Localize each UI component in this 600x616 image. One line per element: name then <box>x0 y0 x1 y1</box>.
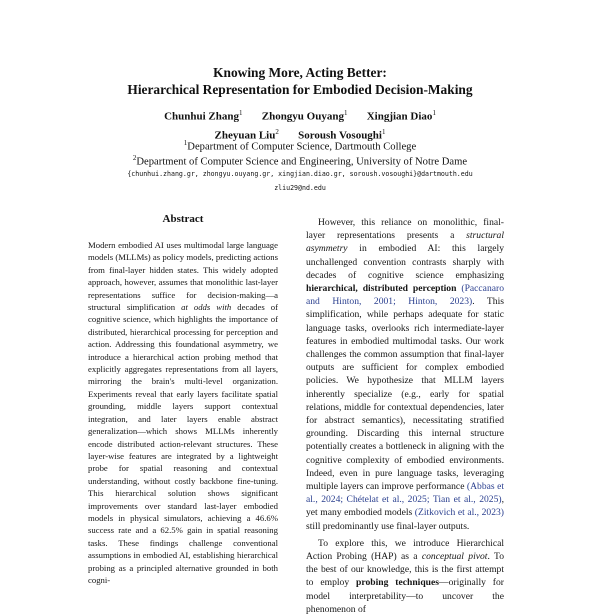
paper-title <box>0 64 600 98</box>
citation-link[interactable]: (Zitkovich et al., 2023) <box>414 507 504 519</box>
abstract-paragraph <box>88 239 278 586</box>
intro-bold: probing techniques <box>356 577 440 589</box>
abstract-heading: Abstract <box>162 213 204 225</box>
author-affil-sup: 1 <box>343 109 348 117</box>
intro-text: However, this reliance on monolithic, final-layer representations presents a <box>306 217 504 242</box>
intro-emphasis: structural asymmetry <box>306 230 504 255</box>
title-line-2: Hierarchical Representation for Embodied Decision-Making <box>127 82 473 97</box>
affiliation-sup: 1 <box>183 139 188 147</box>
author-name: Xingjian Diao <box>366 110 433 123</box>
intro-text: in embodied AI: this largely unchallenged convention contrasts sharply with decades of cognitive science emphasizing <box>306 243 504 281</box>
author-affil-sup: 2 <box>275 127 279 136</box>
intro-text: . This simplification, while perhaps adequate for static language tasks, overlooks rich intermediate-layer features in embodied multimodal tasks. Our work challenges the common assumption that final-layer outputs are sufficient for complex embodied policies. We hypothesize that MLLM layers inherently specialize (e.g., early for spatial relations, middle for contextual dependencies, later for abstract semantics), necessitating stratified grounding. Discarding this internal structure potentially creates a bottleneck in aligning with the cognitive complexity of embodied environments. Indeed, even in pure language tasks, leveraging multiple layers can improve performance <box>306 296 504 493</box>
author-row-1 <box>0 106 600 125</box>
abstract-text: Modern embodied AI uses multimodal large language models (MLLMs) as policy models, predicting actions from final-layer hidden states. This widely adopted approach, however, assumes that monolithic last-layer representations suffice for decision-making—a structural simplification <box>88 240 278 313</box>
email-line-2: zliu29@nd.edu <box>274 184 326 192</box>
citation-link[interactable]: (Abbas et al., 2024; Chételat et al., 2025; Tian et al., 2025) <box>306 481 504 506</box>
citation-link[interactable]: (Paccanaro and Hinton, 2001; Hinton, 2023) <box>306 283 504 308</box>
author-affil-sup: 1 <box>381 127 386 136</box>
abstract-body <box>88 239 278 586</box>
affiliation-text: Department of Computer Science, Dartmouth College <box>187 141 417 153</box>
affiliation-sup: 2 <box>132 154 137 162</box>
affiliation-2 <box>0 151 600 170</box>
intro-emphasis: conceptual pivot <box>421 551 488 563</box>
intro-text: To explore this, we introduce Hierarchical Action Probing (HAP) as a <box>306 537 504 563</box>
intro-paragraph-1 <box>306 216 504 533</box>
author-name: Chunhui Zhang <box>164 110 239 123</box>
title-line-1: Knowing More, Acting Better: <box>213 65 387 80</box>
author-name: Soroush Vosoughi <box>298 129 382 142</box>
intro-paragraph-2 <box>306 537 504 616</box>
intro-column <box>306 216 504 616</box>
intro-text: , yet many embodied models <box>306 494 504 519</box>
email-line-1: {chunhui.zhang.gr, zhongyu.ouyang.gr, xingjian.diao.gr, soroush.vosoughi}@dartmouth.edu <box>127 170 473 178</box>
intro-text: . To the best of our knowledge, this is the first attempt to employ <box>306 551 504 589</box>
author-affil-sup: 1 <box>432 109 436 117</box>
abstract-emphasis: at odds with <box>181 302 232 313</box>
abstract-text: decades of cognitive science, which highlights the importance of distributed, hierarchical processing for perception and action. Addressing this foundational asymmetry, we introduce a hierarchical action probing method that explicitly aggregates representations from all layers, mirroring the brain's multi-level organization. Experiments reveal that early layers facilitate spatial grounding, middle layers support contextual integration, and later layers enable abstract generalization—which shows MLLMs inherently encode distributed action-relevant structures. These layer-wise features are integrated by a lightweight probe for spatial reasoning and contextual understanding, without costly backbone fine-tuning. This hierarchical solution shows significant improvements over standard last-layer embodied models in physical simulators, achieving a 46.6% success rate and a 62.5% gain in spatial reasoning tasks. These findings challenge conventional assumptions in embodied AI, establishing hierarchical probing as a principled alternative grounded in both cogni- <box>88 302 278 585</box>
intro-text: —originally for model interpretability—to uncover the phenomenon of <box>306 577 504 615</box>
author-affil-sup: 1 <box>238 109 243 117</box>
affiliation-text: Department of Computer Science and Engineering, University of Notre Dame <box>136 156 468 168</box>
author-name: Zhongyu Ouyang <box>261 110 344 123</box>
intro-bold: hierarchical, distributed perception <box>306 283 457 295</box>
author-name: Zheyuan Liu <box>214 129 276 142</box>
intro-text: still predominantly use final-layer outputs. <box>306 520 470 532</box>
